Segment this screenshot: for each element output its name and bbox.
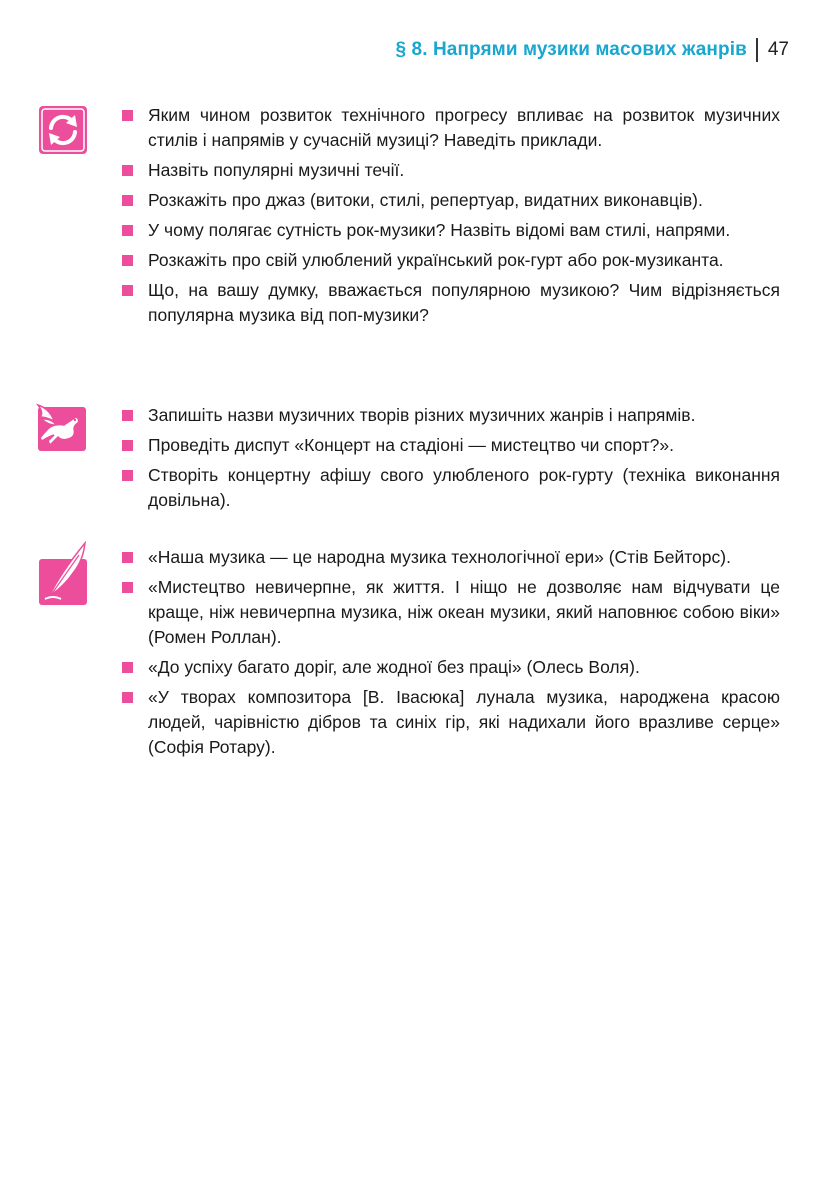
list-item: «До успіху багато доріг, але жодної без праці» (Олесь Воля).	[122, 655, 780, 680]
page-number: 47	[767, 39, 789, 60]
list-item: Що, на вашу думку, вважається популярною музикою? Чим відрізняється популярна музика від поп-музики?	[122, 278, 780, 328]
list-item: Розкажіть про джаз (витоки, стилі, репертуар, видатних виконавців).	[122, 188, 780, 213]
header-divider	[756, 38, 758, 62]
list-item: Проведіть диспут «Концерт на стадіоні — мистецтво чи спорт?».	[122, 433, 780, 458]
list-item: Назвіть популярні музичні течії.	[122, 158, 780, 183]
list-item: «Мистецтво невичерпне, як життя. І ніщо не дозволяє нам відчувати це краще, ніж невичерпна музика, ніж океан музики, який наповнює собою віки» (Ромен Роллан).	[122, 575, 780, 650]
creative-tasks-list	[122, 403, 780, 518]
review-arrows-icon	[39, 106, 87, 154]
list-item: Яким чином розвиток технічного прогресу впливає на розвиток музичних стилів і напрямів у сучасній музиці? Наведіть приклади.	[122, 103, 780, 153]
list-item: «Наша музика — це народна музика технологічної ери» (Стів Бейторс).	[122, 545, 780, 570]
page-header	[395, 38, 789, 62]
quotes-list	[122, 545, 780, 765]
list-item: Запишіть назви музичних творів різних музичних жанрів і напрямів.	[122, 403, 780, 428]
list-item: Створіть концертну афішу свого улюбленого рок-гурту (техніка виконання довільна).	[122, 463, 780, 513]
quill-icon	[39, 541, 89, 607]
review-questions-list	[122, 103, 780, 333]
list-item: У чому полягає сутність рок-музики? Назвіть відомі вам стилі, напрями.	[122, 218, 780, 243]
pegasus-icon	[32, 401, 88, 455]
list-item: Розкажіть про свій улюблений український рок-гурт або рок-музиканта.	[122, 248, 780, 273]
list-item: «У творах композитора [В. Івасюка] лунала музика, народжена красою людей, чарівністю дібров та синіх гір, які надихали його вразливе серце» (Софія Ротару).	[122, 685, 780, 760]
section-title: § 8. Напрями музики масових жанрів	[395, 39, 747, 60]
